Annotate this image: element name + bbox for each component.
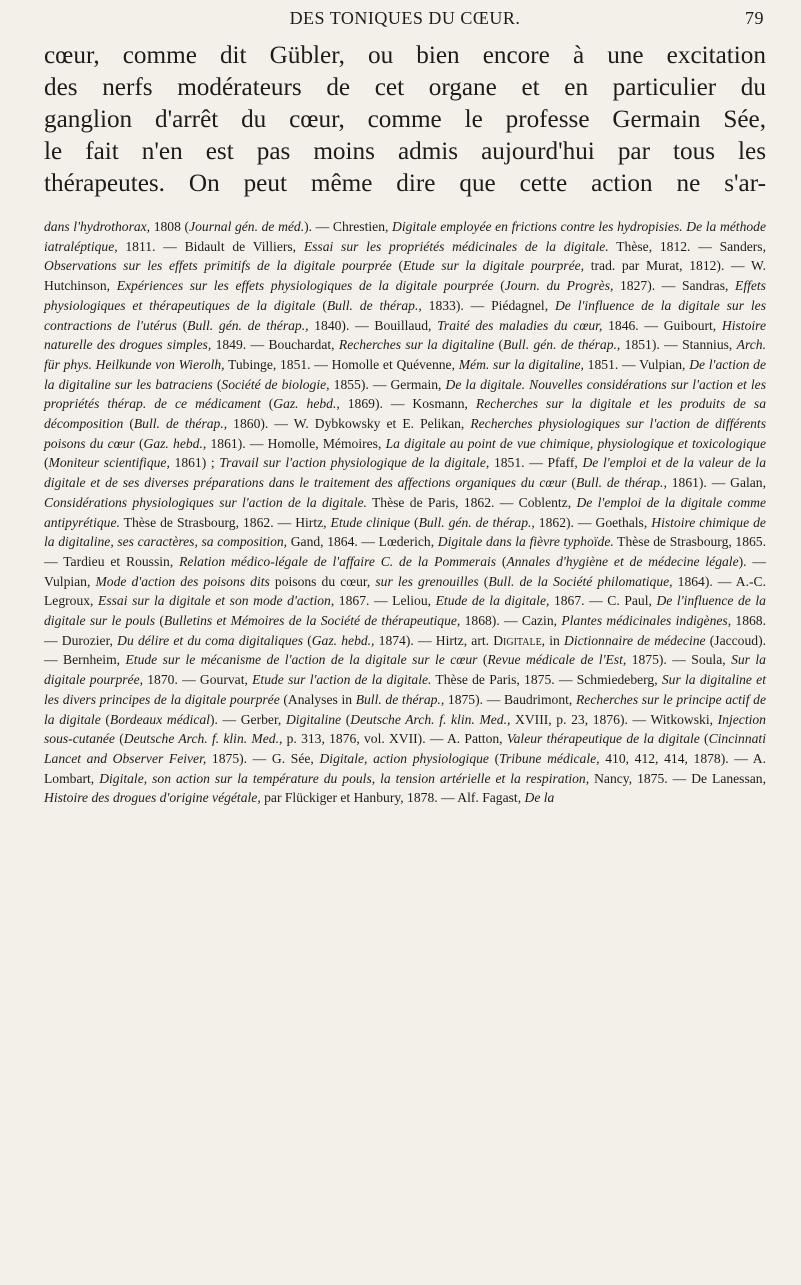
citation-title: Digitale dans la fièvre typhoïde. (437, 534, 614, 550)
citation-title: Gaz. hebd., (273, 396, 340, 412)
citation-text: 1861). — Galan, (666, 475, 767, 491)
citation-text: ( (566, 475, 576, 491)
citation-title: Etude de la digitale, (435, 593, 550, 609)
main-text (44, 40, 766, 200)
citation-text: 1867. — Leliou, (334, 593, 436, 609)
citation-text: ). — Vulpian, (44, 553, 766, 589)
citation-text: 1849. — Bouchardat, (211, 337, 339, 353)
text-line: ganglion d'arrêt du cœur, comme le professe Germain Sée, (44, 106, 766, 133)
citation-title: Etude clinique (330, 514, 411, 530)
citation-text: 1833). — Piédagnel, (421, 297, 555, 313)
citation-text: ( (477, 652, 488, 668)
citation-title: sur les grenouilles (375, 573, 479, 589)
citation-title: Bulletins et Mémoires de la Société de thérapeutique, (163, 613, 461, 629)
page-number: 79 (745, 8, 764, 28)
citation-title: Mém. sur la digitaline, (458, 356, 584, 372)
citation-title: Bull. gén. de thérap., (187, 317, 309, 333)
citation-text: ( (315, 297, 327, 313)
citation-text: ( (114, 731, 124, 747)
citation-text: 1851). — Stannius, (620, 337, 737, 353)
citation-text: ( (260, 396, 274, 412)
citation-title: De l'influence de la digitale sur les contractions de l'utérus (44, 297, 766, 333)
citation-title: Deutsche Arch. f. klin. Med., (350, 711, 511, 727)
citation-title: Mode d'action des poisons dits (95, 573, 270, 589)
citation-title: Traité des maladies du cœur, (437, 317, 603, 333)
citation-title: Gaz. hebd., (143, 435, 207, 451)
citation-title: De l'action de la digitaline sur les batraciens (44, 356, 767, 392)
citation-text: 1868. — Durozier, (44, 613, 767, 648)
citation-text: poisons du cœur, (269, 573, 376, 589)
citation-title: Recherches sur la digitaline (338, 337, 495, 353)
citation-text: p. 313, 1876, vol. XVII). — A. Patton, (282, 731, 507, 747)
citation-title: Essai sur les propriétés médicinales de la digitale. (303, 238, 609, 254)
text-line: cœur, comme dit Gübler, ou bien encore à une excitation (44, 42, 766, 69)
citation-text: ( (123, 416, 134, 432)
citation-text: 1861). — Homolle, Mémoires, (206, 435, 386, 451)
citation-title: Bull. de thérap., (326, 297, 422, 313)
citation-text: Gand, 1864. — Lœderich, (287, 534, 438, 550)
citation-title: Sur la digitaline et les divers principes de la digitale pourprée (44, 672, 766, 707)
citation-title: Bordeaux médical (109, 711, 210, 727)
citation-text: XVIII, p. 23, 1876). — Witkowski, (510, 711, 718, 727)
citation-text: ). — Chrestien, (304, 219, 393, 234)
citation-text: ( (478, 573, 489, 589)
text-line: thérapeutes. On peut même dire que cette action ne s'ar- (44, 170, 766, 197)
citation-title: Plantes médicinales indigènes, (561, 613, 732, 629)
citation-text: 1870. — Gourvat, (143, 672, 253, 688)
citation-title: Etude sur l'action de la digitale. (252, 672, 432, 688)
citation-title: Relation médico-légale de l'affaire C. de la Pommerais (179, 553, 497, 569)
citation-text: ( (493, 278, 505, 294)
citation-title: De l'emploi de la digitale comme antipyrétique. (44, 494, 766, 530)
citation-text: 1808 ( (150, 219, 190, 234)
citation-text: ). — Gerber, (209, 711, 286, 727)
citation-title: Effets physiologiques et thérapeutiques de la digitale (44, 278, 766, 313)
citation-text: ( (391, 258, 403, 274)
citation-title: Essai sur la digitale et son mode d'action, (98, 593, 335, 609)
citation-text: ( (212, 376, 222, 392)
citation-text: 1862). — Goethals, (534, 514, 652, 530)
citation-text: 1827). — Sandras, (613, 278, 736, 294)
running-title: DES TONIQUES DU CŒUR. (289, 8, 521, 28)
citation-text: 1860). — W. Dybkowsky et E. Pelikan, (227, 416, 471, 432)
citation-title: Etude sur la digitale pourprée, (403, 258, 585, 274)
bibliography-footnote (44, 217, 766, 808)
citation-title: Travail sur l'action physiologique de la digitale, (219, 455, 490, 471)
citation-text: 1867. — C. Paul, (549, 593, 657, 609)
citation-title: Digitale employée en frictions contre les hydropisies. De la méthode iatraléptique, (44, 219, 766, 254)
citation-title: Bull. de la Société philomatique, (488, 573, 673, 589)
citation-text: 1874). — Hirtz, art. (374, 632, 494, 648)
text-line: des nerfs modérateurs de cet organe et en particulier du (44, 74, 766, 101)
citation-text: 1846. — Guibourt, (602, 317, 722, 333)
citation-text: ( (176, 317, 188, 333)
citation-text: par Flückiger et Hanbury, 1878. — Alf. Fagast, (260, 790, 525, 806)
citation-text: (Analyses in (279, 691, 356, 707)
citation-text: 1864). — A.-C. Legroux, (44, 573, 767, 609)
citation-title: De la (524, 790, 555, 806)
citation-text: 1861) ; (169, 455, 220, 471)
citation-text: ( (699, 731, 709, 747)
citation-text: Thèse de Paris, 1875. — Schmiedeberg, (431, 672, 662, 688)
citation-title: Recherches sur le principe actif de la digitale (44, 691, 766, 727)
citation-title: Valeur thérapeutique de la digitale (506, 731, 700, 747)
citation-title: Recherches physiologiques sur l'action de différents poisons du cœur (44, 416, 766, 451)
citation-text: 1851. — Vulpian, (583, 356, 690, 372)
citation-text: ( (410, 514, 419, 530)
citation-title: Revue médicale de l'Est, (487, 652, 627, 668)
running-header (44, 6, 766, 34)
citation-title: Digitale, son action sur la température du pouls, la tension artérielle et la respiration, (99, 770, 590, 786)
citation-text: 1875). — Soula, (626, 652, 732, 668)
citation-text: ( (155, 613, 164, 629)
citation-title: De l'influence de la digitale sur le pouls (44, 593, 766, 629)
citation-title: Journal gén. de méd. (189, 219, 305, 234)
citation-title: Sur la digitale pourprée, (44, 652, 766, 688)
citation-title: Histoire des drogues d'origine végétale, (44, 790, 261, 806)
citation-title: De la digitale. Nouvelles considérations sur l'action et les propriétés thérap. de ce médicament (44, 376, 766, 412)
citation-title: Annales d'hygiène et de médecine légale (506, 553, 739, 569)
citation-title: Digitale, action physiologique (319, 750, 489, 766)
citation-title: De l'emploi et de la valeur de la digitale et de ses diverses préparations dans le traitement des affections organiques du cœur (44, 455, 766, 491)
citation-text: ( (100, 711, 110, 727)
citation-title: La digitale au point de vue chimique, physiologique et toxicologique (385, 435, 766, 451)
citation-title: Journ. du Progrès, (504, 278, 614, 294)
citation-title: Bull. gén. de thérap., (418, 514, 535, 530)
citation-text: Thèse de Strasbourg, 1865. — Tardieu et Roussin, (44, 534, 766, 569)
citation-title: Arch. für phys. Heilkunde von Wierolh, (44, 337, 766, 372)
citation-title: Cincinnati Lancet and Observer Feiver, (44, 731, 766, 766)
citation-text: 1875). — G. Sée, (206, 750, 320, 766)
citation-title: Observations sur les effets primitifs de la digitale pourprée (44, 258, 392, 274)
citation-title: Deutsche Arch. f. klin. Med., (123, 731, 283, 747)
citation-title: Bull. de thérap., (133, 416, 228, 432)
citation-text: 1811. — Bidault de Villiers, (117, 238, 304, 254)
citation-text: 1868). — Cazin, (460, 613, 562, 629)
citation-text: 1869). — Kosmann, (339, 396, 476, 412)
citation-text: ( (303, 632, 312, 648)
citation-text: ( (488, 750, 500, 766)
citation-title: Bull. gén. de thérap., (503, 337, 621, 353)
citation-text: ( (341, 711, 351, 727)
citation-title: Expériences sur les effets physiologiques de la digitale pourprée (116, 278, 494, 294)
citation-text: 1851. — Pfaff, (489, 455, 583, 471)
citation-title: Du délire et du coma digitaliques (117, 632, 303, 648)
citation-text: Thèse de Strasbourg, 1862. — Hirtz, (119, 514, 331, 530)
citation-title: Tribune médicale, (499, 750, 600, 766)
citation-text: 1840). — Bouillaud, (308, 317, 438, 333)
citation-title: Digitaline (285, 711, 342, 727)
citation-title: dans l'hydrothorax, (44, 219, 151, 234)
citation-text: Tubinge, 1851. — Homolle et Quévenne, (224, 356, 459, 372)
citation-title: Société de biologie, (221, 376, 330, 392)
citation-title: Recherches sur la digitale et les produits de sa décomposition (44, 396, 766, 432)
citation-text: (Jaccoud). — Bernheim, (44, 632, 766, 668)
citation-text: ( (494, 337, 504, 353)
citation-title: Dictionnaire de médecine (564, 632, 706, 648)
citation-text: 410, 412, 414, 1878). — A. Lombart, (44, 750, 766, 786)
citation-text: ( (496, 553, 507, 569)
citation-text: Thèse de Paris, 1862. — Coblentz, (366, 494, 577, 510)
citation-text: Thèse, 1812. — Sanders, (608, 238, 766, 254)
citation-title: Injection sous-cutanée (44, 711, 766, 747)
citation-title: Considérations physiologiques sur l'action de la digitale. (44, 494, 367, 510)
citation-text: trad. par Murat, 1812). — W. Hutchinson, (44, 258, 766, 294)
text-line: le fait n'en est pas moins admis aujourd'hui par tous les (44, 138, 766, 165)
citation-title: Histoire naturelle des drogues simples, (44, 317, 766, 353)
citation-title: Histoire chimique de la digitaline, ses caractères, sa composition, (44, 514, 766, 550)
citation-title: Bull. de thérap., (575, 475, 667, 491)
citation-term: Digitale, (493, 632, 546, 648)
citation-text: ( (44, 455, 49, 471)
citation-text: 1855). — Germain, (329, 376, 446, 392)
citation-title: Etude sur le mécanisme de l'action de la digitale sur le cœur (125, 652, 478, 668)
citation-text: 1875). — Baudrimont, (444, 691, 576, 707)
citation-title: Gaz. hebd., (311, 632, 375, 648)
citation-text: ( (134, 435, 144, 451)
citation-text: in (545, 632, 565, 648)
citation-title: Moniteur scientifique, (48, 455, 170, 471)
citation-text: Nancy, 1875. — De Lanessan, (589, 770, 766, 786)
citation-title: Bull. de thérap., (355, 691, 445, 707)
